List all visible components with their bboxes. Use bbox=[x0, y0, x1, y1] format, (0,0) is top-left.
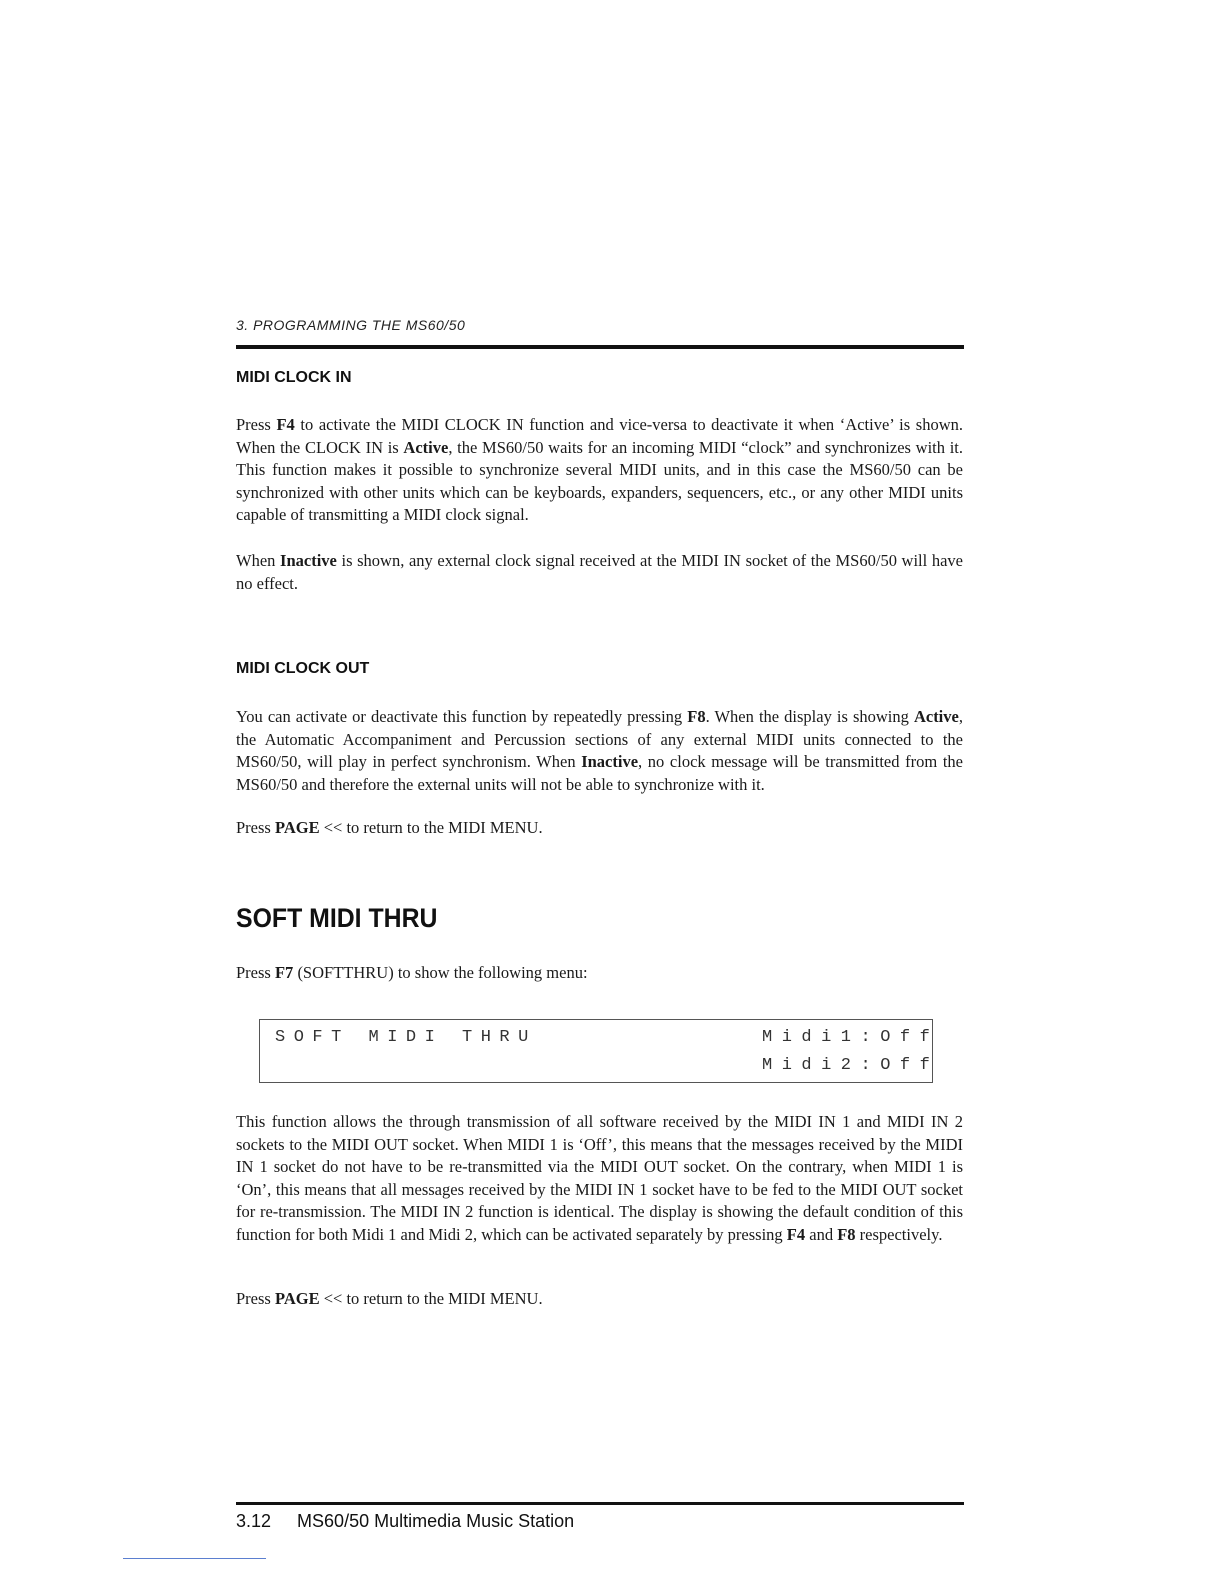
header-rule bbox=[236, 345, 964, 349]
bold-term: F4 bbox=[276, 415, 295, 434]
bold-term: PAGE bbox=[274, 818, 320, 837]
clock-in-paragraph-2: When Inactive is shown, any external clock signal received at the MIDI IN socket of the MS60/50 will have no effect. bbox=[236, 551, 964, 593]
clock-in-paragraph-1: Press F4 to activate the MIDI CLOCK IN function and vice-versa to deactivate it when ‘Active’ is shown. When the CLOCK IN is Active, the MS60/50 waits for an incoming MIDI “clock” and synchronizes with it. This function makes it possible to synchronize several MIDI units, and in this case the MS60/50 can be synchronized with other units which can be keyboards, expanders, sequencers, etc., or any other MIDI units capable of transmitting a MIDI clock signal. bbox=[236, 415, 963, 524]
clock-out-paragraph-2: Press PAGE << to return to the MIDI MENU. bbox=[236, 818, 543, 837]
bold-term: Inactive bbox=[280, 551, 337, 570]
footer-product-name: MS60/50 Multimedia Music Station bbox=[297, 1511, 575, 1531]
section-title-clock-in: MIDI CLOCK IN bbox=[236, 369, 352, 386]
section-title-clock-out: MIDI CLOCK OUT bbox=[236, 660, 370, 677]
lcd-display bbox=[259, 1019, 940, 1083]
soft-thru-paragraph-2: Press PAGE << to return to the MIDI MENU. bbox=[236, 1289, 543, 1308]
lcd-title: SOFT MIDI THRU bbox=[275, 1028, 537, 1047]
bold-term: PAGE bbox=[274, 1289, 320, 1308]
bold-term: Inactive bbox=[581, 752, 639, 771]
scan-edge-line bbox=[123, 1558, 266, 1559]
bold-term: F7 bbox=[274, 963, 294, 982]
section-title-soft-midi-thru: SOFT MIDI THRU bbox=[236, 903, 438, 933]
bold-term: F8 bbox=[687, 707, 706, 726]
bold-term: Active bbox=[403, 437, 449, 457]
bold-term: F4 bbox=[786, 1224, 806, 1244]
page-footer bbox=[236, 1511, 574, 1532]
page-number: 3.12 bbox=[236, 1511, 272, 1531]
soft-thru-intro: Press F7 (SOFTTHRU) to show the following menu: bbox=[236, 963, 588, 982]
bold-term: Active bbox=[913, 707, 959, 726]
lcd-midi2-status: Midi2:Off bbox=[762, 1056, 940, 1075]
soft-thru-paragraph-1: This function allows the through transmission of all software received by the MIDI IN 1 and MIDI IN 2 sockets to the MIDI OUT socket. When MIDI 1 is ‘Off’, this means that the messages received by the MIDI IN 1 socket do not have to be re-transmitted via the MIDI OUT socket. On the contrary, when MIDI 1 is ‘On’, this means that all messages received by the MIDI IN 1 socket have to be fed to the MIDI OUT socket for re-transmission. The MIDI IN 2 function is identical. The display is showing the default condition of this function for both Midi 1 and Midi 2, which can be activated separately by pressing F4 and F8 respectively. bbox=[236, 1112, 963, 1244]
bold-term: F8 bbox=[837, 1224, 856, 1244]
lcd-midi1-status: Midi1:Off bbox=[762, 1028, 940, 1047]
footer-rule bbox=[236, 1502, 964, 1505]
running-head: 3. PROGRAMMING THE MS60/50 bbox=[236, 317, 466, 333]
clock-out-paragraph-1: You can activate or deactivate this function by repeatedly pressing F8. When the display is showing Active, the Automatic Accompaniment and Percussion sections of any external MIDI units connected to the MS60/50, will play in perfect synchronism. When Inactive, no clock message will be transmitted from the MS60/50 and therefore the external units will not be able to synchronize with it. bbox=[236, 707, 963, 794]
